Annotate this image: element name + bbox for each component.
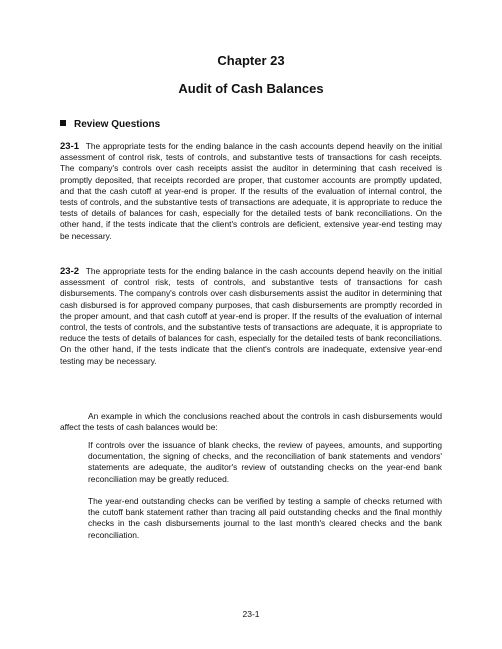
example-paragraph: The year-end outstanding checks can be verified by testing a sample of checks returned with the cutoff bank statement rather than tracing all paid outstanding checks and the final monthly checks in the cash disbursements journal to the last month's cleared checks and the bank reconciliation. (88, 496, 442, 540)
question-paragraph (60, 141, 442, 242)
question-text: The appropriate tests for the ending balance in the cash accounts depend heavily on the initial assessment of control risk, tests of controls, and substantive tests of transactions for cash disbursements. The company's controls over cash disbursements assist the auditor in determining that cash disbursed is for approved company purposes, that cash disbursements are promptly recorded in the proper amount, and that cash cutoff at year-end is proper. If the results of the evaluation of internal control, the tests of controls, and the substantive tests of transactions are adequate, it is appropriate to reduce the tests of details of balances for cash, especially for the detailed tests of bank reconciliations. On the other hand, if the tests indicate that the client's controls are inadequate, extensive year-end testing may be necessary. (60, 266, 442, 366)
section-heading-label: Review Questions (74, 119, 161, 130)
page-number: 23-1 (242, 609, 260, 619)
section-heading (60, 119, 160, 130)
question-paragraph (60, 266, 442, 367)
question-number: 23-2 (60, 266, 80, 277)
chapter-subtitle: Audit of Cash Balances (178, 81, 324, 96)
example-paragraph: If controls over the issuance of blank checks, the review of payees, amounts, and supporting documentation, the signing of checks, and the reconciliation of bank statements and vendors' statements are adequate, the auditor's review of outstanding checks on the year-end bank reconciliation may be greatly reduced. (88, 440, 442, 484)
question-text: The appropriate tests for the ending balance in the cash accounts depend heavily on the initial assessment of control risk, tests of controls, and substantive tests of transactions for cash receipts. The company's controls over cash receipts assist the auditor in determining that cash received is promptly deposited, that receipts recorded are proper, that customer accounts are promptly updated, and that the cash cutoff at year-end is proper. If the results of the evaluation of internal control, the tests of controls, and the substantive tests of transactions are adequate, it is appropriate to reduce the tests of details of balances for cash, especially for the detailed tests of bank reconciliations. On the other hand, if the tests indicate that the client's controls are deficient, extensive year-end testing may be necessary. (60, 141, 442, 241)
chapter-title: Chapter 23 (217, 53, 285, 68)
question-number: 23-1 (60, 141, 80, 152)
continuation-paragraph: An example in which the conclusions reached about the controls in cash disbursements would affect the tests of cash balances would be: (60, 411, 442, 433)
square-bullet-icon (60, 120, 66, 126)
